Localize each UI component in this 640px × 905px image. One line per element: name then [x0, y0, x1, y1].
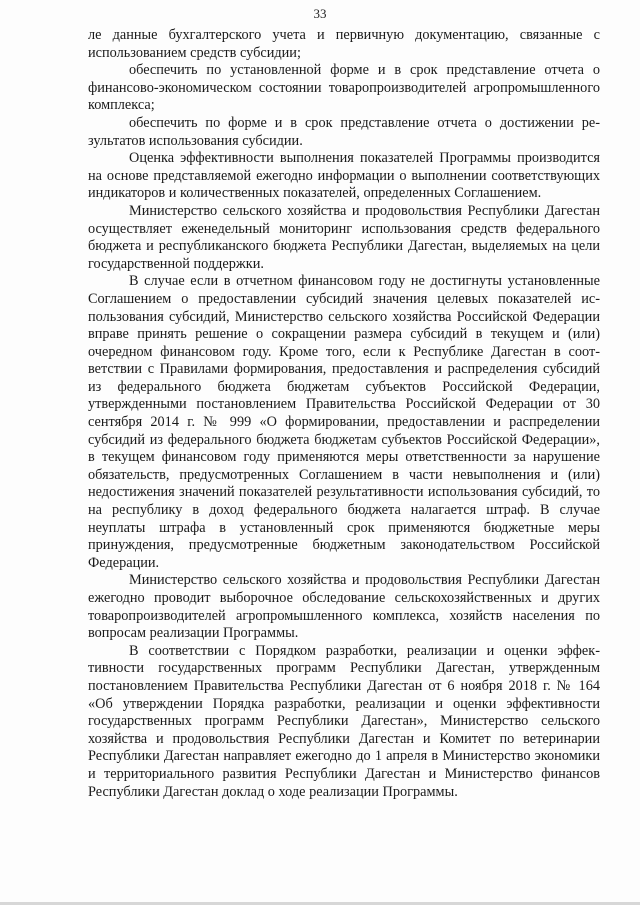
- paragraph-5: Министерство сельского хозяйства и продовольствия Республики Дагестан осуществляет еженедельный мониторинг использования средств федерального бюджета и республиканского бюджета Республики Дагестан, выделяемых на цели государственной поддержки.: [88, 202, 600, 272]
- paragraph-6: В случае если в отчетном финансовом году не достигнуты установленные Соглашением о предоставлении субсидий значения целевых показателей использования субсидий, Министерство сельского хозяйства Российской Федерации вправе принять решение о сокращении размера субсидий в текущем и (или) очередном финансовом году. Кроме того, если к Республике Дагестан в соответствии с Правилами формирования, предоставления и распределения субсидий из федерального бюджета бюджетам субъектов Российской Федерации, утвержденными постановлением Правительства Российской Федерации от 30 сентября 2014 г. № 999 «О формировании, предоставлении и распределении субсидий из федерального бюджета бюджетам субъектов Российской Федерации», в текущем финансовом году применяются меры ответственности за нарушение обязательств, предусмотренных Соглашением в части невыполнения и (или) недостижения значений показателей результативности использования субсидий, то на республику в доход федерального бюджета налагается штраф. В случае неуплаты штрафа в установленный срок применяются бюджетные меры принуждения, предусмотренные бюджетным законодательством Российской Федерации.: [88, 273, 600, 571]
- paragraph-7: Министерство сельского хозяйства и продовольствия Республики Дагестан ежегодно проводит выборочное обследование сельскохозяйственных и других товаропроизводителей агропромышленного комплекса, хозяйств населения по вопросам реализации Программы.: [88, 572, 600, 642]
- page-number: 33: [313, 6, 327, 21]
- paragraph-4: Оценка эффективности выполнения показателей Программы производится на основе представляемой ежегодно информации о выполнении соответствующих индикаторов и количественных показателей, определенных Соглашением.: [88, 150, 600, 202]
- document-body: [88, 27, 600, 801]
- paragraph-1: ле данные бухгалтерского учета и первичную документацию, связанные с использованием средств субсидии;: [88, 27, 600, 61]
- paragraph-8: В соответствии с Порядком разработки, реализации и оценки эффективности государственных программ Республики Дагестан, утвержденным постановлением Правительства Республики Дагестан от 6 ноября 2018 г. № 164 «Об утверждении Порядка разработки, реализации и оценки эффективности государственных программ Республики Дагестан», Министерство сельского хозяйства и продовольствия Республики Дагестан и Комитет по ветеринарии Республики Дагестан направляет ежегодно до 1 апреля в Министерство экономики и территориального развития Республики Дагестан и Министерство финансов Республики Дагестан доклад о ходе реализации Программы.: [88, 642, 600, 800]
- paragraph-2: обеспечить по установленной форме и в срок представление отчета о финансово-экономическом состоянии товаропроизводителей агропромышленного комплекса;: [88, 62, 600, 114]
- paragraph-3: обеспечить по форме и в срок представление отчета о достижении результатов использования субсидии.: [88, 114, 600, 149]
